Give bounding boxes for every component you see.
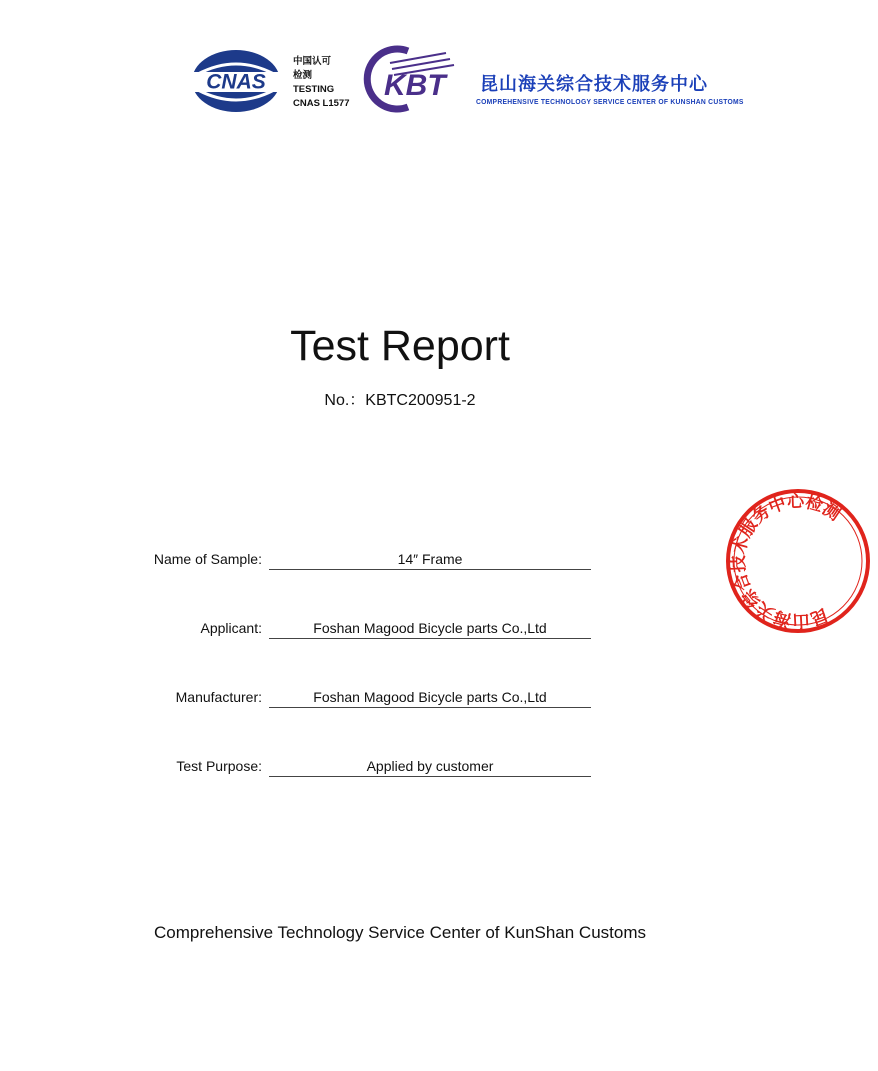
test-purpose-label: Test Purpose: [176,758,262,774]
seal-graphic [718,486,878,636]
page-title: Test Report [290,322,510,370]
manufacturer-label: Manufacturer: [175,689,262,705]
sample-name-value: 14″ Frame [269,551,591,570]
report-number: No.：KBTC200951-2 [324,392,476,409]
test-purpose-value: Applied by customer [269,758,591,777]
manufacturer-value: Foshan Magood Bicycle parts Co.,Ltd [269,689,591,708]
issuer-footer: Comprehensive Technology Service Center of KunShan Customs [153,923,646,942]
cnas-line-2: 检测 [293,70,313,81]
official-seal-stamp [718,486,844,636]
center-name-chinese: 昆山海关综合技术服务中心 [480,74,708,94]
center-name-english: COMPREHENSIVE TECHNOLOGY SERVICE CENTER OF KUNSHAN CUSTOMS [476,97,744,106]
applicant-value: Foshan Magood Bicycle parts Co.,Ltd [269,620,591,639]
cnas-line-1: 中国认可 [293,56,332,67]
cnas-logo-text: CNAS [206,70,266,94]
cnas-logo [190,48,282,114]
cnas-accreditation-text [293,55,350,111]
sample-name-label: Name of Sample: [153,551,262,567]
applicant-label: Applicant: [200,620,262,636]
cnas-line-3: TESTING [293,84,335,95]
svg-text:昆山海关综合技术服务中心检测 [718,486,878,636]
kbt-logo [360,45,464,113]
cnas-line-4: CNAS L1577 [293,98,350,109]
kbt-logo-text: KBT [384,69,446,102]
seal-text: 昆山海关综合技术服务中心检测 [728,491,844,631]
